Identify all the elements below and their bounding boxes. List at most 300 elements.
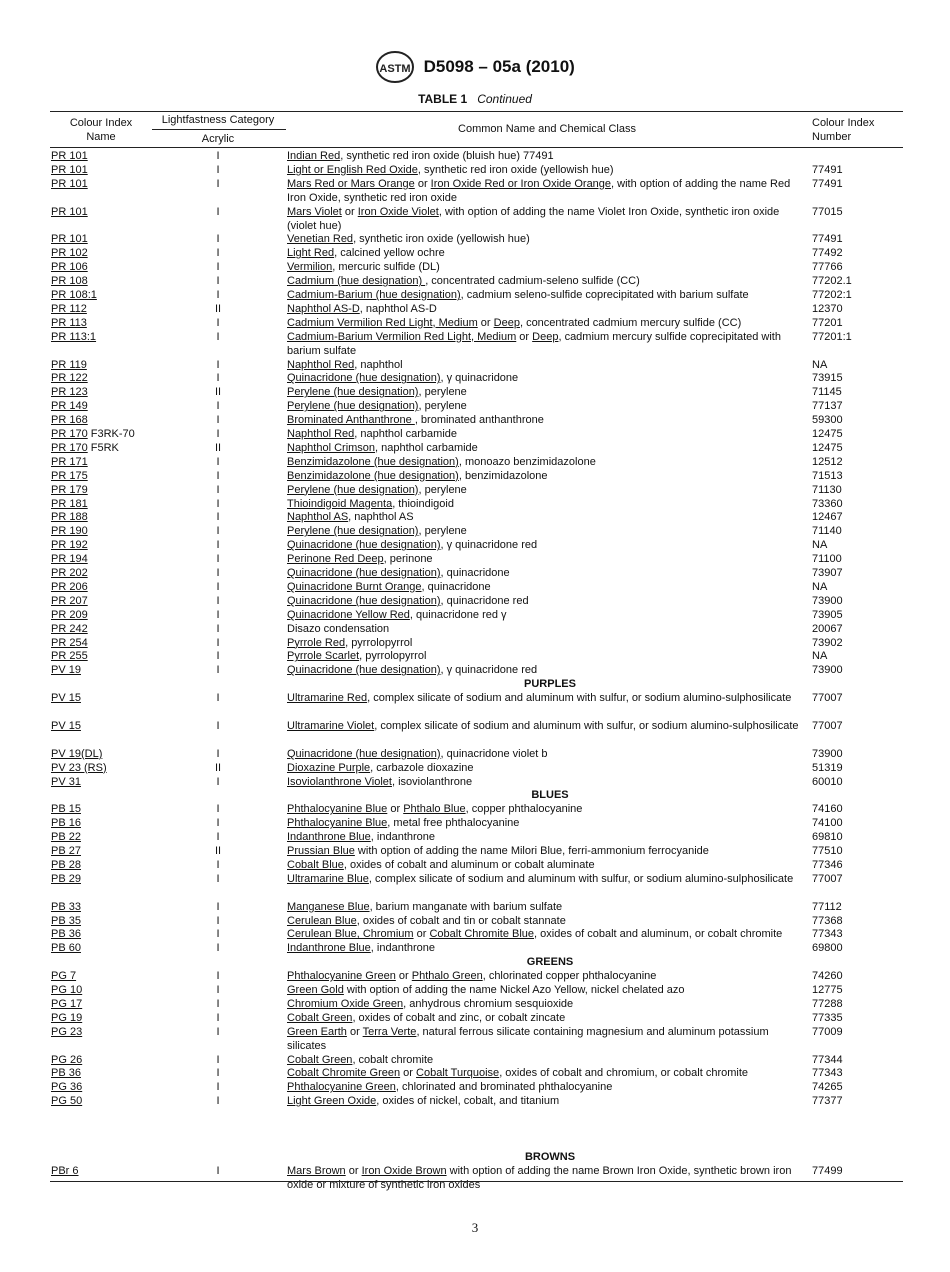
colour-index-name: PR 206 [51,580,88,593]
colour-index-name: PR 181 [51,497,88,510]
colour-index-number: 12475 [812,428,843,440]
table-row [0,567,950,581]
table-row [0,928,950,942]
table-row [0,470,950,484]
colour-index-name: PR 113 [51,316,87,329]
lightfastness-category: II [214,845,222,857]
colour-index-number: 77201:1 [812,330,852,343]
colour-index-number: 74100 [812,817,843,830]
colour-index-name: PV 15 [51,719,81,732]
colour-index-number: 20067 [812,622,843,635]
lightfastness-category: I [216,622,220,635]
table-row [0,762,950,776]
lightfastness-category: I [216,497,220,510]
colour-index-name: PR 101 [51,150,88,162]
common-name: Quinacridone Burnt Orange, quinacridone [287,580,491,593]
table-row [0,859,950,873]
table-row [0,178,950,206]
lightfastness-category: I [216,1053,220,1066]
category-underline [152,129,286,130]
colour-index-number: NA [812,539,828,552]
common-name: Indanthrone Blue, indanthrone [287,831,436,844]
colour-index-number: 12475 [812,441,843,454]
lightfastness-category: I [216,970,220,983]
lightfastness-category: I [216,692,220,705]
table-row [0,372,950,386]
common-name: Benzimidazolone (hue designation), benzimidazolone [287,469,548,482]
colour-index-name: PR 149 [51,400,88,413]
colour-index-name: PG 36 [51,1081,83,1094]
section-heading: GREENS [526,956,574,969]
common-name: Pyrrole Scarlet, pyrrolopyrrol [287,650,427,663]
colour-index-number: 77007 [812,692,843,705]
colour-index-number: 77492 [812,247,843,260]
lightfastness-category: I [216,163,220,176]
table-row [0,581,950,595]
common-name: Quinacridone (hue designation), γ quinacridone red [287,664,538,677]
table-row [0,1054,950,1068]
colour-index-name: PR 170 F5RK [51,441,119,454]
colour-index-number: 77377 [812,1095,843,1108]
colour-index-name: PR 112 [51,302,87,315]
table-row [0,942,950,956]
table-row [0,915,950,929]
document-header [0,50,950,84]
colour-index-number: 12370 [812,302,843,315]
common-name: Green Earth or Terra Verte, natural ferrous silicate containing magnesium and aluminum potassium silicates [287,1025,769,1052]
col-header-name: Colour Index Name [69,117,133,143]
table-row [0,650,950,664]
colour-index-name: PR 188 [51,511,88,524]
table-row [0,303,950,317]
colour-index-name: PR 113:1 [51,330,97,343]
common-name: Quinacridone (hue designation), quinacridone red [287,594,529,607]
table-row [0,984,950,998]
colour-index-name: PB 35 [51,914,81,927]
table-row [0,817,950,831]
colour-index-name: PB 16 [51,817,81,830]
lightfastness-category: I [216,330,220,343]
common-name: Green Gold with option of adding the name Nickel Azo Yellow, nickel chelated azo [287,984,685,996]
common-name: Naphthol Red, naphthol [287,358,403,371]
colour-index-number: NA [812,580,828,593]
table-row [0,595,950,609]
common-name: Quinacridone Yellow Red, quinacridone red γ [287,608,507,621]
common-name: Cadmium Vermilion Red Light, Medium or Deep, concentrated cadmium mercury sulfide (CC) [287,316,742,329]
common-name: Ultramarine Blue, complex silicate of sodium and aluminum with sulfur, or sodium alumino-sulphosilicate [287,872,794,885]
colour-index-number: 77344 [812,1053,843,1066]
colour-index-number: 73360 [812,497,843,510]
table-row [0,803,950,817]
lightfastness-category: I [216,567,220,579]
table-row [0,525,950,539]
colour-index-name: PB 29 [51,872,81,885]
colour-index-name: PV 19 [51,664,81,677]
colour-index-number: 71513 [812,469,843,482]
lightfastness-category: I [216,177,220,190]
colour-index-number: 71130 [812,483,842,496]
lightfastness-category: I [216,247,220,260]
colour-index-number: 12775 [812,984,843,996]
colour-index-name: PB 15 [51,803,81,816]
colour-index-name: PR 254 [51,636,88,649]
col-header-category: Lightfastness Category [161,114,275,126]
lightfastness-category: I [216,914,220,927]
lightfastness-category: I [216,928,220,941]
lightfastness-category: I [216,942,220,955]
colour-index-name: PR 101 [51,233,88,246]
colour-index-number: NA [812,650,828,663]
common-name: Perylene (hue designation), perylene [287,400,467,413]
colour-index-number: 59300 [812,414,843,427]
colour-index-name: PG 23 [51,1025,83,1038]
colour-index-name: PR 255 [51,650,88,663]
lightfastness-category: II [214,302,222,315]
colour-index-name: PB 33 [51,900,81,913]
common-name: Indanthrone Blue, indanthrone [287,942,436,955]
common-name: Ultramarine Red, complex silicate of sodium and aluminum with sulfur, or sodium alumino-sulphosilicate [287,692,792,705]
colour-index-name: PR 101 [51,163,88,176]
table-row [0,331,950,359]
colour-index-name: PR 170 F3RK-70 [51,428,135,440]
lightfastness-category: I [216,483,220,496]
colour-index-name: PG 19 [51,1011,83,1024]
colour-index-name: PB 60 [51,942,81,955]
common-name: Cobalt Chromite Green or Cobalt Turquoise, oxides of cobalt and chromium, or cobalt chromite [287,1067,749,1080]
table-bottom-rule [50,1181,903,1182]
colour-index-number: 69800 [812,942,843,955]
colour-index-number: 77499 [812,1164,843,1177]
table-row [0,539,950,553]
colour-index-name: PB 22 [51,831,81,844]
colour-index-number: 73905 [812,608,843,621]
lightfastness-category: I [216,428,220,440]
table-row [0,623,950,637]
table-row [0,1165,950,1193]
lightfastness-category: I [216,469,220,482]
common-name: Cobalt Blue, oxides of cobalt and aluminum or cobalt aluminate [287,858,595,871]
table-title: TABLE 1 Continued [418,92,532,106]
table-row [0,720,950,748]
colour-index-number: 73900 [812,747,843,760]
colour-index-name: PV 15 [51,692,81,705]
common-name: Phthalocyanine Green, chlorinated and brominated phthalocyanine [287,1081,613,1094]
table-row [0,1081,950,1095]
colour-index-number: 77015 [812,205,843,218]
colour-index-name: PR 101 [51,177,88,190]
table-row [0,359,950,373]
colour-index-name: PR 123 [51,386,88,399]
common-name: Chromium Oxide Green, anhydrous chromium sesquioxide [287,997,574,1010]
common-name: Cadmium (hue designation) , concentrated cadmium-seleno sulfide (CC) [287,275,640,288]
common-name: Disazo condensation [287,622,390,635]
lightfastness-category: I [216,900,220,913]
lightfastness-category: I [216,539,220,552]
colour-index-number: 77007 [812,719,843,732]
col-header-acrylic: Acrylic [201,133,235,145]
lightfastness-category: I [216,997,220,1010]
common-name: Cobalt Green, cobalt chromite [287,1053,434,1066]
colour-index-name: PR 202 [51,567,88,579]
colour-index-name: PG 26 [51,1053,83,1066]
colour-index-number: 77335 [812,1011,843,1024]
lightfastness-category: I [216,719,220,732]
table-row [0,498,950,512]
lightfastness-category: I [216,372,220,385]
table-row [0,400,950,414]
common-name: Pyrrole Red, pyrrolopyrrol [287,636,413,649]
table-row [0,428,950,442]
common-name: Cadmium-Barium (hue designation), cadmium seleno-sulfide coprecipitated with barium sulfate [287,289,749,301]
colour-index-name: PG 7 [51,970,77,983]
colour-index-name: PB 36 [51,1067,81,1080]
table-row [0,275,950,289]
colour-index-number: 77202.1 [812,275,852,288]
colour-index-number: 74160 [812,803,843,816]
colour-index-name: PR 101 [51,205,88,218]
lightfastness-category: I [216,872,220,885]
common-name: Indian Red, synthetic red iron oxide (bluish hue) 77491 [287,150,554,162]
colour-index-number: 77112 [812,900,842,913]
section-heading: BLUES [531,789,569,802]
table-row [0,1026,950,1054]
common-name: Quinacridone (hue designation), γ quinacridone [287,372,519,385]
colour-index-name: PR 108:1 [51,289,97,301]
lightfastness-category: I [216,261,220,274]
common-name: Cerulean Blue, oxides of cobalt and tin or cobalt stannate [287,914,566,927]
colour-index-number: 77009 [812,1025,843,1038]
colour-index-name: PR 171 [51,455,88,468]
common-name: Perinone Red Deep, perinone [287,553,433,566]
lightfastness-category: I [216,1095,220,1108]
common-name: Cobalt Green, oxides of cobalt and zinc, or cobalt zincate [287,1011,566,1024]
common-name: Isoviolanthrone Violet, isoviolanthrone [287,775,473,788]
lightfastness-category: II [214,441,222,454]
colour-index-number: 71140 [812,525,842,538]
colour-index-number: 74260 [812,970,843,983]
lightfastness-category: I [216,1081,220,1094]
colour-index-number: 77288 [812,997,843,1010]
colour-index-name: PG 17 [51,997,83,1010]
table-row [0,998,950,1012]
common-name: Naphthol Crimson, naphthol carbamide [287,441,478,454]
colour-index-name: PR 122 [51,372,88,385]
colour-index-name: PR 209 [51,608,88,621]
colour-index-name: PR 207 [51,594,88,607]
colour-index-number: NA [812,358,828,371]
colour-index-number: 71145 [812,386,842,399]
lightfastness-category: I [216,1025,220,1038]
lightfastness-category: I [216,511,220,524]
colour-index-name: PG 50 [51,1095,83,1108]
lightfastness-category: I [216,747,220,760]
lightfastness-category: I [216,1011,220,1024]
colour-index-number: 73915 [812,372,843,385]
colour-index-name: PR 179 [51,483,88,496]
common-name: Phthalocyanine Blue, metal free phthalocyanine [287,817,520,830]
colour-index-number: 77491 [812,177,843,190]
colour-index-name: PBr 6 [51,1164,79,1177]
colour-index-name: PV 31 [51,775,81,788]
colour-index-name: PR 108 [51,275,88,288]
lightfastness-category: II [214,386,222,399]
table-row [0,414,950,428]
lightfastness-category: I [216,205,220,218]
svg-text:ASTM: ASTM [379,63,411,75]
common-name: Perylene (hue designation), perylene [287,525,467,538]
common-name: Ultramarine Violet, complex silicate of sodium and aluminum with sulfur, or sodium alumino-sulphosilicate [287,719,799,732]
common-name: Brominated Anthanthrone , brominated anthanthrone [287,414,544,427]
common-name: Venetian Red, synthetic iron oxide (yellowish hue) [287,233,530,246]
colour-index-name: PR 106 [51,261,88,274]
common-name: Prussian Blue with option of adding the name Milori Blue, ferri-ammonium ferrocyanide [287,845,709,857]
common-name: Vermilion, mercuric sulfide (DL) [287,261,440,274]
colour-index-number: 73900 [812,664,843,677]
lightfastness-category: I [216,1164,220,1177]
table-top-rule [50,111,903,112]
table-row [0,484,950,498]
lightfastness-category: I [216,455,220,468]
astm-logo-icon [375,50,415,84]
colour-index-name: PR 194 [51,553,88,566]
colour-index-number: 77137 [812,400,843,413]
lightfastness-category: I [216,414,220,427]
colour-index-name: PR 175 [51,469,88,482]
table-row [0,206,950,234]
colour-index-name: PR 192 [51,539,88,552]
common-name: Naphthol Red, naphthol carbamide [287,428,458,440]
standard-designation: D5098 – 05a (2010) [423,57,575,76]
common-name: Benzimidazolone (hue designation), monoazo benzimidazolone [287,455,596,468]
table-row [0,289,950,303]
common-name: Quinacridone (hue designation), γ quinacridone red [287,539,538,552]
lightfastness-category: I [216,316,220,329]
lightfastness-category: II [214,761,222,774]
table-row [0,247,950,261]
colour-index-name: PR 242 [51,622,88,635]
lightfastness-category: I [216,817,220,830]
common-name: Mars Red or Mars Orange or Iron Oxide Red or Iron Oxide Orange, with option of adding the name Red Iron Oxide, synthetic red iron oxide [287,177,791,204]
col-header-common-name: Common Name and Chemical Class [458,123,636,135]
colour-index-number: 12467 [812,511,843,524]
table-row [0,776,950,790]
lightfastness-category: I [216,275,220,288]
common-name: Dioxazine Purple, carbazole dioxazine [287,761,474,774]
table-row [0,442,950,456]
colour-index-number: 60010 [812,775,843,788]
common-name: Cerulean Blue, Chromium or Cobalt Chromite Blue, oxides of cobalt and aluminum, or cobalt chromite [287,928,783,941]
table-row [0,150,950,164]
lightfastness-category: I [216,608,220,621]
common-name: Mars Brown or Iron Oxide Brown with option of adding the name Brown Iron Oxide, synthetic brown iron oxide or mixture of synthetic iron oxides [287,1164,792,1191]
colour-index-name: PR 102 [51,247,88,260]
common-name: Phthalocyanine Blue or Phthalo Blue, copper phthalocyanine [287,803,583,816]
table-row [0,164,950,178]
colour-index-number: 77368 [812,914,843,927]
lightfastness-category: I [216,664,220,677]
col-header-number: Colour Index Number [812,117,875,143]
colour-index-name: PB 28 [51,858,81,871]
common-name: Naphthol AS, naphthol AS [287,511,414,524]
common-name: Naphthol AS-D, naphthol AS-D [287,302,437,315]
colour-index-name: PR 119 [51,358,87,371]
common-name: Quinacridone (hue designation), quinacridone violet b [287,747,548,760]
colour-index-name: PV 23 (RS) [51,761,107,774]
section-heading: BROWNS [524,1150,576,1163]
colour-index-number: 77343 [812,928,843,941]
table-row [0,873,950,901]
table-row [0,1067,950,1081]
colour-index-number: 77766 [812,261,843,274]
colour-index-name: PG 10 [51,984,83,996]
colour-index-number: 51319 [812,761,843,774]
lightfastness-category: I [216,400,220,413]
lightfastness-category: I [216,858,220,871]
table-row [0,901,950,915]
common-name: Phthalocyanine Green or Phthalo Green, chlorinated copper phthalocyanine [287,970,657,983]
lightfastness-category: I [216,1067,220,1080]
colour-index-number: 77343 [812,1067,843,1080]
lightfastness-category: I [216,803,220,816]
colour-index-number: 73902 [812,636,843,649]
lightfastness-category: I [216,150,220,162]
lightfastness-category: I [216,831,220,844]
common-name: Light or English Red Oxide, synthetic red iron oxide (yellowish hue) [287,163,614,176]
common-name: Mars Violet or Iron Oxide Violet, with option of adding the name Violet Iron Oxide, synthetic iron oxide (violet hue) [287,205,780,232]
table-row [0,692,950,720]
lightfastness-category: I [216,525,220,538]
table-body [0,150,950,1190]
lightfastness-category: I [216,553,220,566]
table-row [0,637,950,651]
colour-index-number: 73907 [812,567,843,579]
colour-index-number: 77007 [812,872,843,885]
common-name: Light Red, calcined yellow ochre [287,247,445,260]
lightfastness-category: I [216,289,220,301]
colour-index-number: 12512 [812,455,843,468]
colour-index-number: 77346 [812,858,843,871]
common-name: Cadmium-Barium Vermilion Red Light, Medium or Deep, cadmium mercury sulfide coprecipitated with barium sulfate [287,330,781,357]
table-row [0,317,950,331]
table-row [0,511,950,525]
colour-index-number: 77491 [812,233,843,246]
table-row [0,831,950,845]
common-name: Quinacridone (hue designation), quinacridone [287,567,510,579]
lightfastness-category: I [216,594,220,607]
colour-index-number: 71100 [812,553,842,566]
colour-index-name: PB 27 [51,845,81,857]
colour-index-number: 73900 [812,594,843,607]
colour-index-name: PB 36 [51,928,81,941]
common-name: Light Green Oxide, oxides of nickel, cobalt, and titanium [287,1095,560,1108]
header-bottom-rule [50,147,903,148]
colour-index-name: PV 19(DL) [51,747,103,760]
lightfastness-category: I [216,358,220,371]
page-number: 3 [471,1220,479,1235]
lightfastness-category: I [216,233,220,246]
colour-index-number: 77491 [812,163,843,176]
table-row [0,456,950,470]
common-name: Thioindigoid Magenta, thioindigoid [287,497,454,510]
table-row [0,261,950,275]
table-row [0,1012,950,1026]
colour-index-number: 77202:1 [812,289,852,301]
lightfastness-category: I [216,636,220,649]
colour-index-number: 69810 [812,831,843,844]
lightfastness-category: I [216,580,220,593]
common-name: Manganese Blue, barium manganate with barium sulfate [287,900,563,913]
table-row [0,609,950,623]
